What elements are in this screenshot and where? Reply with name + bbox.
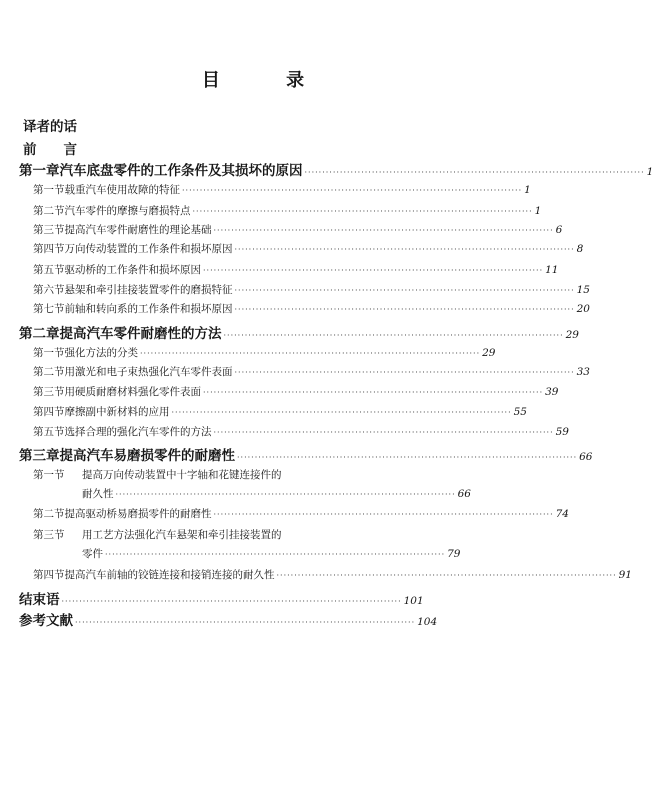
toc-section[interactable] — [33, 222, 563, 237]
page-number: 39 — [545, 386, 559, 398]
page-number: 101 — [403, 595, 424, 607]
page-number: 15 — [576, 284, 590, 296]
entry-title: 参考文献 — [19, 613, 73, 629]
section-label: 第四节 — [33, 406, 65, 418]
toc-section[interactable] — [33, 241, 584, 256]
section-title: 汽车零件的摩擦与磨损特点 — [64, 205, 191, 217]
toc-section[interactable] — [33, 404, 527, 419]
page-number: 11 — [545, 264, 559, 276]
section-title: 摩擦副中新材料的应用 — [64, 406, 170, 418]
section-title: 选择合理的强化汽车零件的方法 — [64, 426, 212, 438]
dot-leader: ································································································ — [171, 408, 512, 417]
dot-leader: ································································································ — [105, 550, 446, 559]
toc-section[interactable] — [33, 262, 559, 277]
section-title: 载重汽车使用故障的特征 — [64, 184, 180, 196]
page-number: 66 — [457, 488, 471, 500]
section-label: 第三节 — [33, 224, 65, 236]
dot-leader: ································································································ — [234, 286, 575, 295]
dot-leader: ································································································ — [192, 207, 533, 216]
toc-section[interactable] — [33, 182, 531, 197]
page-number: 29 — [565, 329, 579, 341]
section-title: 万向传动装置的工作条件和损坏原因 — [64, 243, 233, 255]
toc-section[interactable] — [33, 364, 590, 379]
section-label: 第七节 — [33, 303, 65, 315]
chapter-label: 第一章 — [19, 163, 60, 179]
page-number: 1 — [646, 166, 653, 178]
page-number: 1 — [534, 205, 542, 217]
dot-leader: ································································································ — [213, 226, 554, 235]
dot-leader: ································································································ — [237, 453, 578, 462]
toc-section-continuation[interactable] — [82, 546, 461, 561]
entry-title: 结束语 — [19, 592, 60, 608]
dot-leader: ································································································ — [203, 266, 544, 275]
section-label: 第六节 — [33, 284, 65, 296]
toc-section[interactable] — [33, 282, 590, 297]
section-label: 第四节 — [33, 569, 65, 581]
section-title: 用激光和电子束热强化汽车零件表面 — [64, 366, 233, 378]
toc-section[interactable] — [33, 467, 406, 482]
chapter-title: 汽车底盘零件的工作条件及其损坏的原因 — [59, 163, 303, 179]
page-title: 目 录 — [201, 70, 335, 91]
page-number: 33 — [576, 366, 590, 378]
section-title: 用工艺方法强化汽车悬架和牵引挂接装置的 — [82, 529, 282, 541]
toc-section[interactable] — [33, 424, 569, 439]
page-number: 29 — [482, 347, 496, 359]
section-title-continued: 零件 — [82, 548, 103, 560]
toc-chapter-3[interactable] — [19, 444, 593, 464]
toc-section-continuation[interactable] — [82, 486, 471, 501]
page-number: 104 — [417, 616, 438, 628]
toc-section[interactable] — [33, 506, 569, 521]
section-title: 提高汽车前轴的铰链连接和接销连接的耐久性 — [64, 569, 275, 581]
toc-chapter-2[interactable] — [19, 322, 579, 342]
page-number: 55 — [513, 406, 527, 418]
toc-conclusion[interactable] — [19, 588, 424, 608]
section-label: 第一节 — [33, 347, 65, 359]
toc-translator-note: 译者的话 — [23, 119, 77, 135]
section-label: 第五节 — [33, 426, 65, 438]
section-label: 第三节 — [33, 529, 65, 541]
chapter-label: 第二章 — [19, 326, 60, 342]
dot-leader: ································································································ — [115, 490, 456, 499]
section-label: 第二节 — [33, 205, 65, 217]
toc-chapter-1[interactable] — [19, 159, 653, 179]
page-number: 20 — [576, 303, 590, 315]
dot-leader: ································································································ — [234, 305, 575, 314]
dot-leader: ································································································ — [276, 571, 617, 580]
toc-section[interactable] — [33, 384, 559, 399]
section-label: 第二节 — [33, 366, 65, 378]
toc-preface: 前 言 — [23, 142, 77, 158]
page-number: 66 — [579, 451, 593, 463]
dot-leader: ································································································ — [234, 368, 575, 377]
page-number: 8 — [576, 243, 584, 255]
section-title: 用硬质耐磨材料强化零件表面 — [64, 386, 201, 398]
section-title: 驱动桥的工作条件和损坏原因 — [64, 264, 201, 276]
page-number: 79 — [447, 548, 461, 560]
dot-leader: ································································································ — [223, 331, 564, 340]
page-number: 91 — [618, 569, 632, 581]
section-title: 悬架和牵引挂接装置零件的磨损特征 — [64, 284, 233, 296]
page-number: 74 — [555, 508, 569, 520]
dot-leader: ································································································ — [182, 186, 523, 195]
section-title: 提高万向传动装置中十字轴和花键连接件的 — [82, 469, 282, 481]
section-title: 提高汽车零件耐磨性的理论基础 — [64, 224, 212, 236]
section-title: 前轴和转向系的工作条件和损坏原因 — [64, 303, 233, 315]
chapter-label: 第三章 — [19, 448, 60, 464]
dot-leader: ································································································ — [140, 349, 481, 358]
section-label: 第三节 — [33, 386, 65, 398]
chapter-title: 提高汽车零件耐磨性的方法 — [59, 326, 222, 342]
dot-leader: ································································································ — [213, 510, 554, 519]
dot-leader: ································································································ — [61, 597, 402, 606]
toc-section[interactable] — [33, 203, 542, 218]
section-label: 第一节 — [33, 184, 65, 196]
toc-section[interactable] — [33, 301, 590, 316]
section-title: 提高驱动桥易磨损零件的耐磨性 — [64, 508, 212, 520]
toc-section[interactable] — [33, 527, 406, 542]
page-number: 59 — [555, 426, 569, 438]
dot-leader: ································································································ — [234, 245, 575, 254]
page-number: 1 — [524, 184, 531, 196]
section-label: 第二节 — [33, 508, 65, 520]
section-label: 第一节 — [33, 469, 65, 481]
dot-leader: ································································································ — [75, 618, 416, 627]
toc-references[interactable] — [19, 609, 438, 629]
section-title-continued: 耐久性 — [82, 488, 114, 500]
chapter-title: 提高汽车易磨损零件的耐磨性 — [59, 448, 235, 464]
toc-section[interactable] — [33, 345, 496, 360]
section-label: 第五节 — [33, 264, 65, 276]
dot-leader: ································································································ — [213, 428, 554, 437]
section-title: 强化方法的分类 — [64, 347, 138, 359]
dot-leader: ································································································ — [203, 388, 544, 397]
page-number: 6 — [555, 224, 563, 236]
section-label: 第四节 — [33, 243, 65, 255]
dot-leader: ································································································ — [304, 168, 645, 177]
toc-section[interactable] — [33, 567, 632, 582]
